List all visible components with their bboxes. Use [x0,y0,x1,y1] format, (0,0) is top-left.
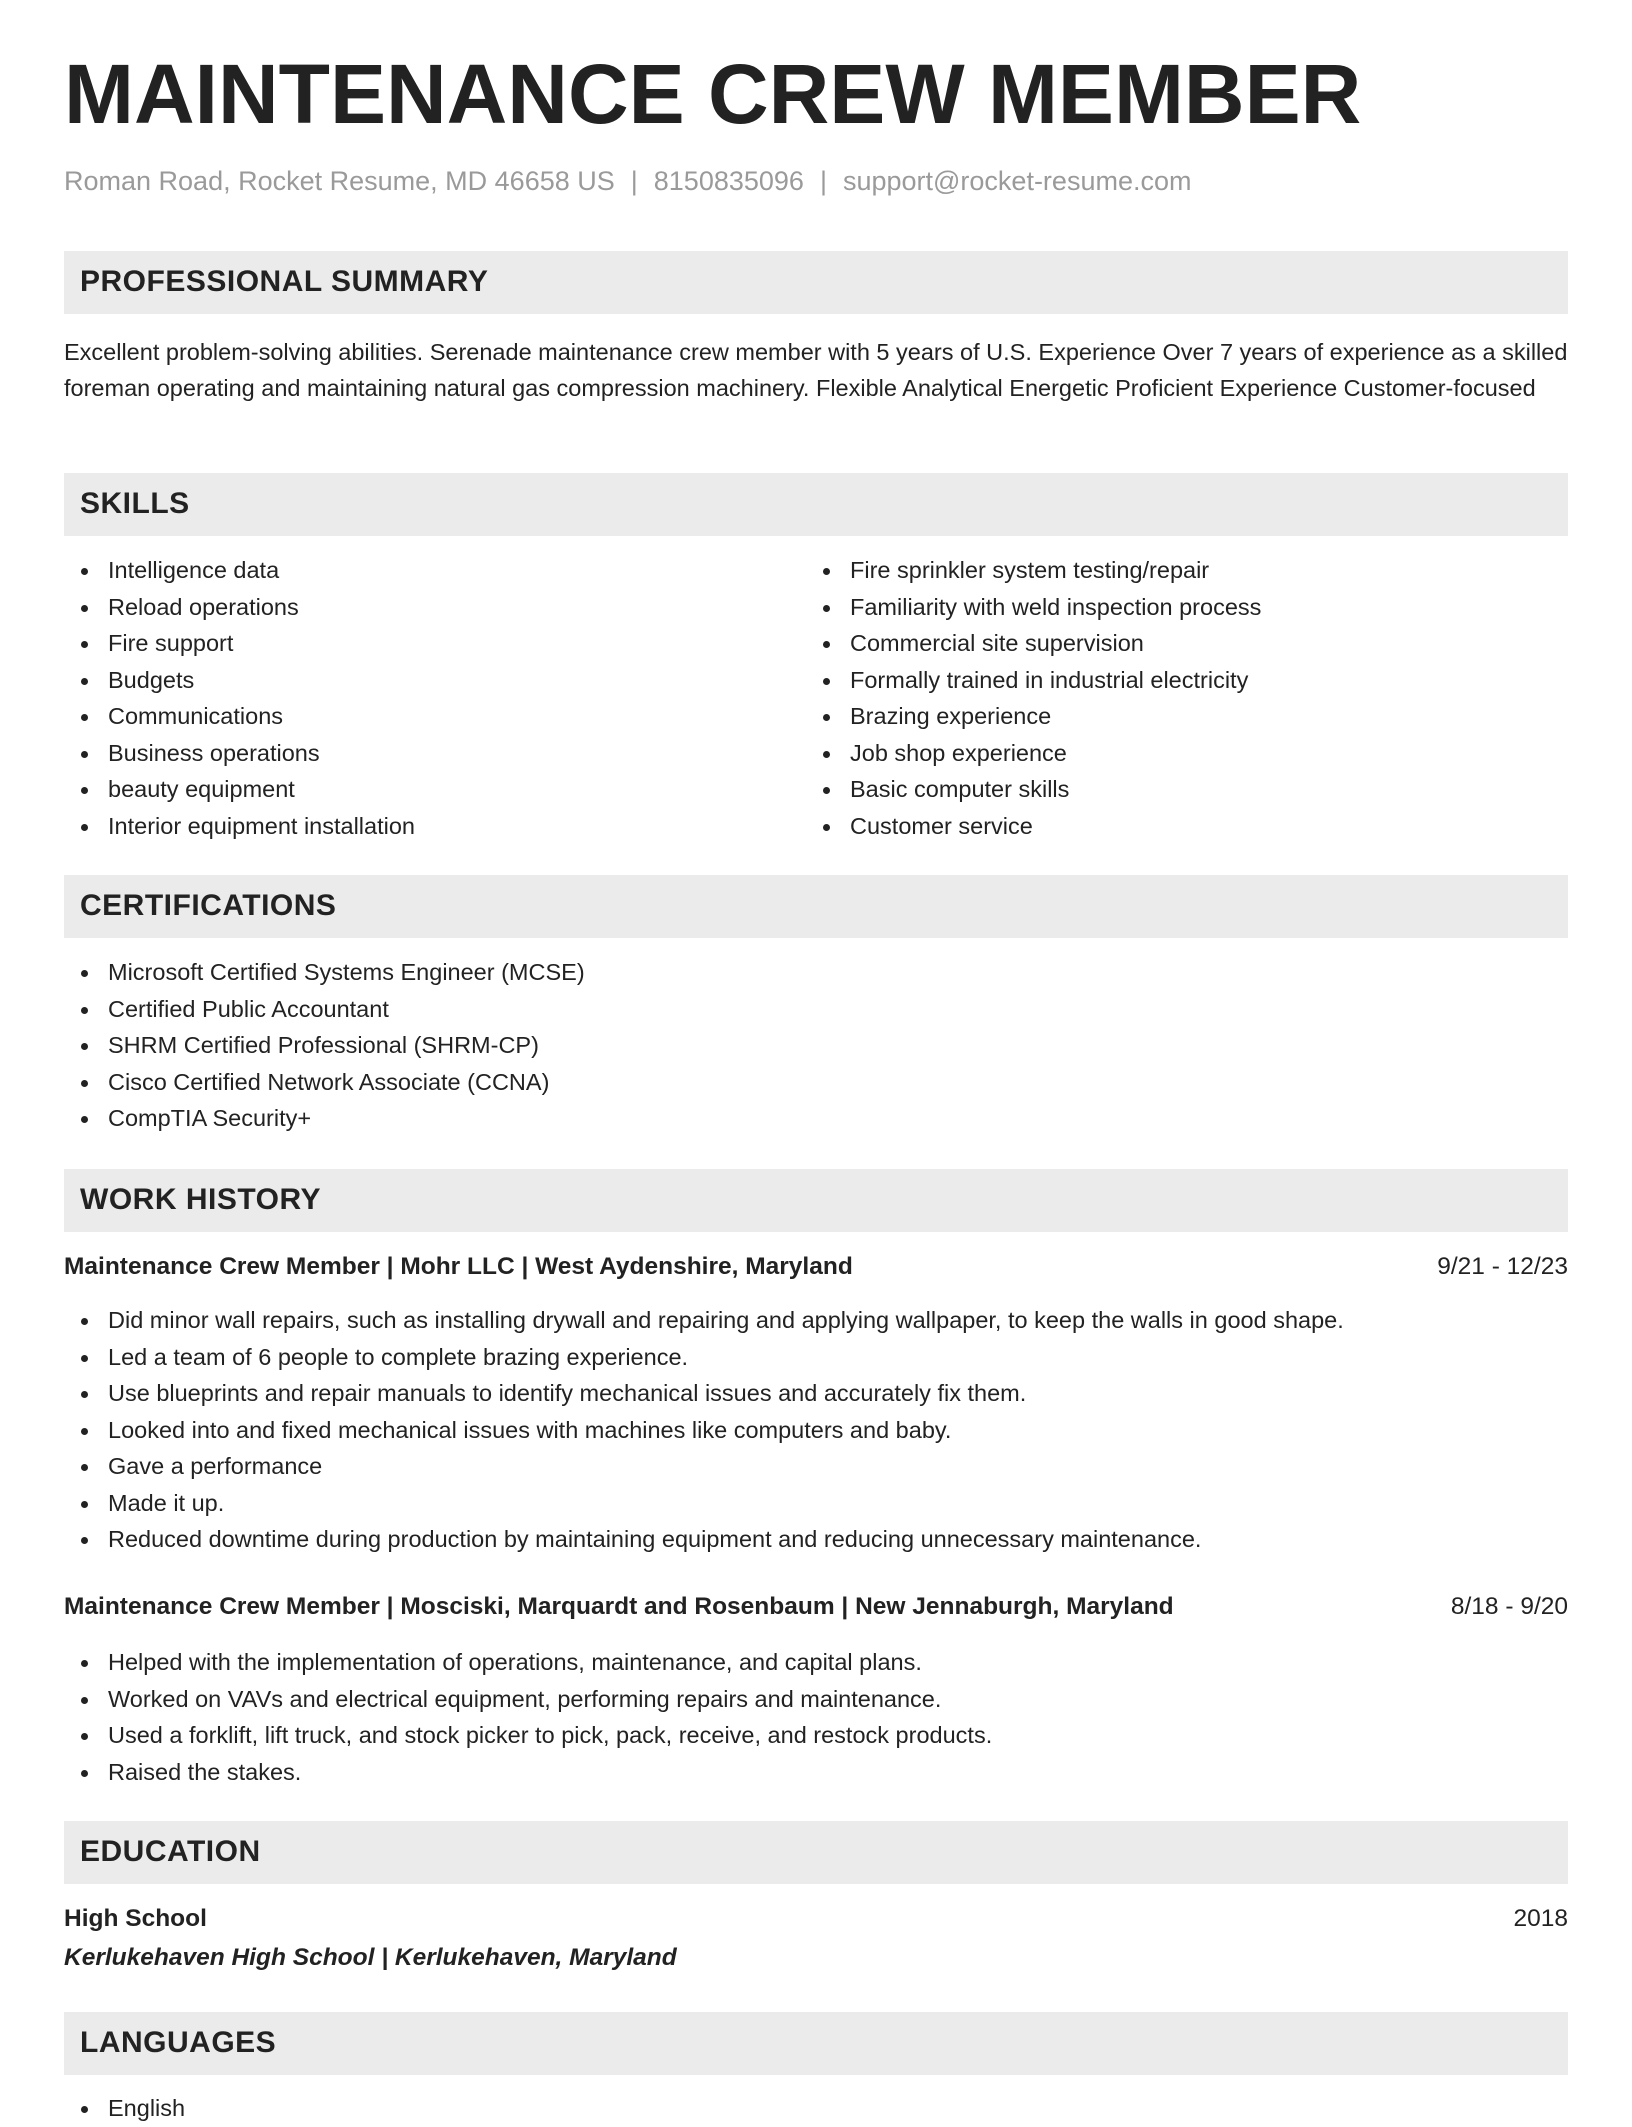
job-bullet: Led a team of 6 people to complete brazing experience. [64,1339,1344,1376]
job-bullet: Helped with the implementation of operations, maintenance, and capital plans. [64,1644,992,1681]
contact-line [64,166,1191,197]
skill-item: Familiarity with weld inspection process [806,589,1261,626]
certification-item: Microsoft Certified Systems Engineer (MCSE) [64,954,585,991]
skills-heading: SKILLS [80,487,190,520]
job-bullet: Used a forklift, lift truck, and stock picker to pick, pack, receive, and restock products. [64,1717,992,1754]
skill-item: Basic computer skills [806,771,1261,808]
skills-list-left [64,552,415,844]
language-item: English [64,2090,185,2127]
job-bullet: Made it up. [64,1485,1344,1522]
contact-separator: | [819,166,827,196]
languages-heading: LANGUAGES [80,2026,277,2059]
certification-item: Certified Public Accountant [64,991,585,1028]
skill-item: Fire sprinkler system testing/repair [806,552,1261,589]
skill-item: Brazing experience [806,698,1261,735]
certifications-section-header [64,875,1568,938]
languages-section-header [64,2012,1568,2075]
skill-item: Intelligence data [64,552,415,589]
education-heading: EDUCATION [80,1835,261,1868]
education-school: Kerlukehaven High School | Kerlukehaven, Maryland [64,1944,677,1971]
job-bullets [64,1644,992,1790]
job-title: Maintenance Crew Member | Mosciski, Marquardt and Rosenbaum | New Jennaburgh, Maryland [64,1593,1174,1620]
contact-phone: 8150835096 [653,166,804,196]
job-dates: 8/18 - 9/20 [1450,1593,1568,1620]
job-bullet: Looked into and fixed mechanical issues with machines like computers and baby. [64,1412,1344,1449]
contact-address: Roman Road, Rocket Resume, MD 46658 US [64,166,615,196]
education-year: 2018 [1513,1905,1568,1932]
job-bullet: Raised the stakes. [64,1754,992,1791]
skill-item: Customer service [806,808,1261,845]
skill-item: beauty equipment [64,771,415,808]
job-bullets [64,1302,1344,1558]
job-bullet: Use blueprints and repair manuals to identify mechanical issues and accurately fix them. [64,1375,1344,1412]
work-heading: WORK HISTORY [80,1183,322,1216]
job-bullet: Did minor wall repairs, such as installing drywall and repairing and applying wallpaper, to keep the walls in good shape. [64,1302,1344,1339]
certification-item: CompTIA Security+ [64,1100,585,1137]
certification-item: Cisco Certified Network Associate (CCNA) [64,1064,585,1101]
contact-email[interactable]: support@rocket-resume.com [842,166,1192,196]
skills-section-header [64,473,1568,536]
skill-item: Commercial site supervision [806,625,1261,662]
summary-heading: PROFESSIONAL SUMMARY [80,265,489,298]
skill-item: Interior equipment installation [64,808,415,845]
education-section-header [64,1821,1568,1884]
certifications-list [64,954,585,1137]
languages-list [64,2090,185,2127]
resume-name: MAINTENANCE CREW MEMBER [64,47,1362,141]
skill-item: Business operations [64,735,415,772]
education-degree: High School [64,1905,207,1932]
skill-item: Reload operations [64,589,415,626]
certifications-heading: CERTIFICATIONS [80,889,337,922]
skill-item: Job shop experience [806,735,1261,772]
summary-text: Excellent problem-solving abilities. Serenade maintenance crew member with 5 years of U.S. Experience Over 7 years of experience as a skilled foreman operating and maintaining natural gas compression machinery. Flexible Analytical Energetic Proficient Experience Customer-focused [64,339,1568,401]
job-bullet: Reduced downtime during production by maintaining equipment and reducing unnecessary maintenance. [64,1521,1344,1558]
skill-item: Budgets [64,662,415,699]
summary-section-header [64,251,1568,314]
work-section-header [64,1169,1568,1232]
job-bullet: Gave a performance [64,1448,1344,1485]
skill-item: Formally trained in industrial electricity [806,662,1261,699]
skill-item: Fire support [64,625,415,662]
job-bullet: Worked on VAVs and electrical equipment, performing repairs and maintenance. [64,1681,992,1718]
job-title: Maintenance Crew Member | Mohr LLC | West Aydenshire, Maryland [64,1253,853,1280]
skills-list-right [806,552,1261,844]
contact-separator: | [630,166,638,196]
certification-item: SHRM Certified Professional (SHRM-CP) [64,1027,585,1064]
skill-item: Communications [64,698,415,735]
job-dates: 9/21 - 12/23 [1437,1253,1568,1280]
